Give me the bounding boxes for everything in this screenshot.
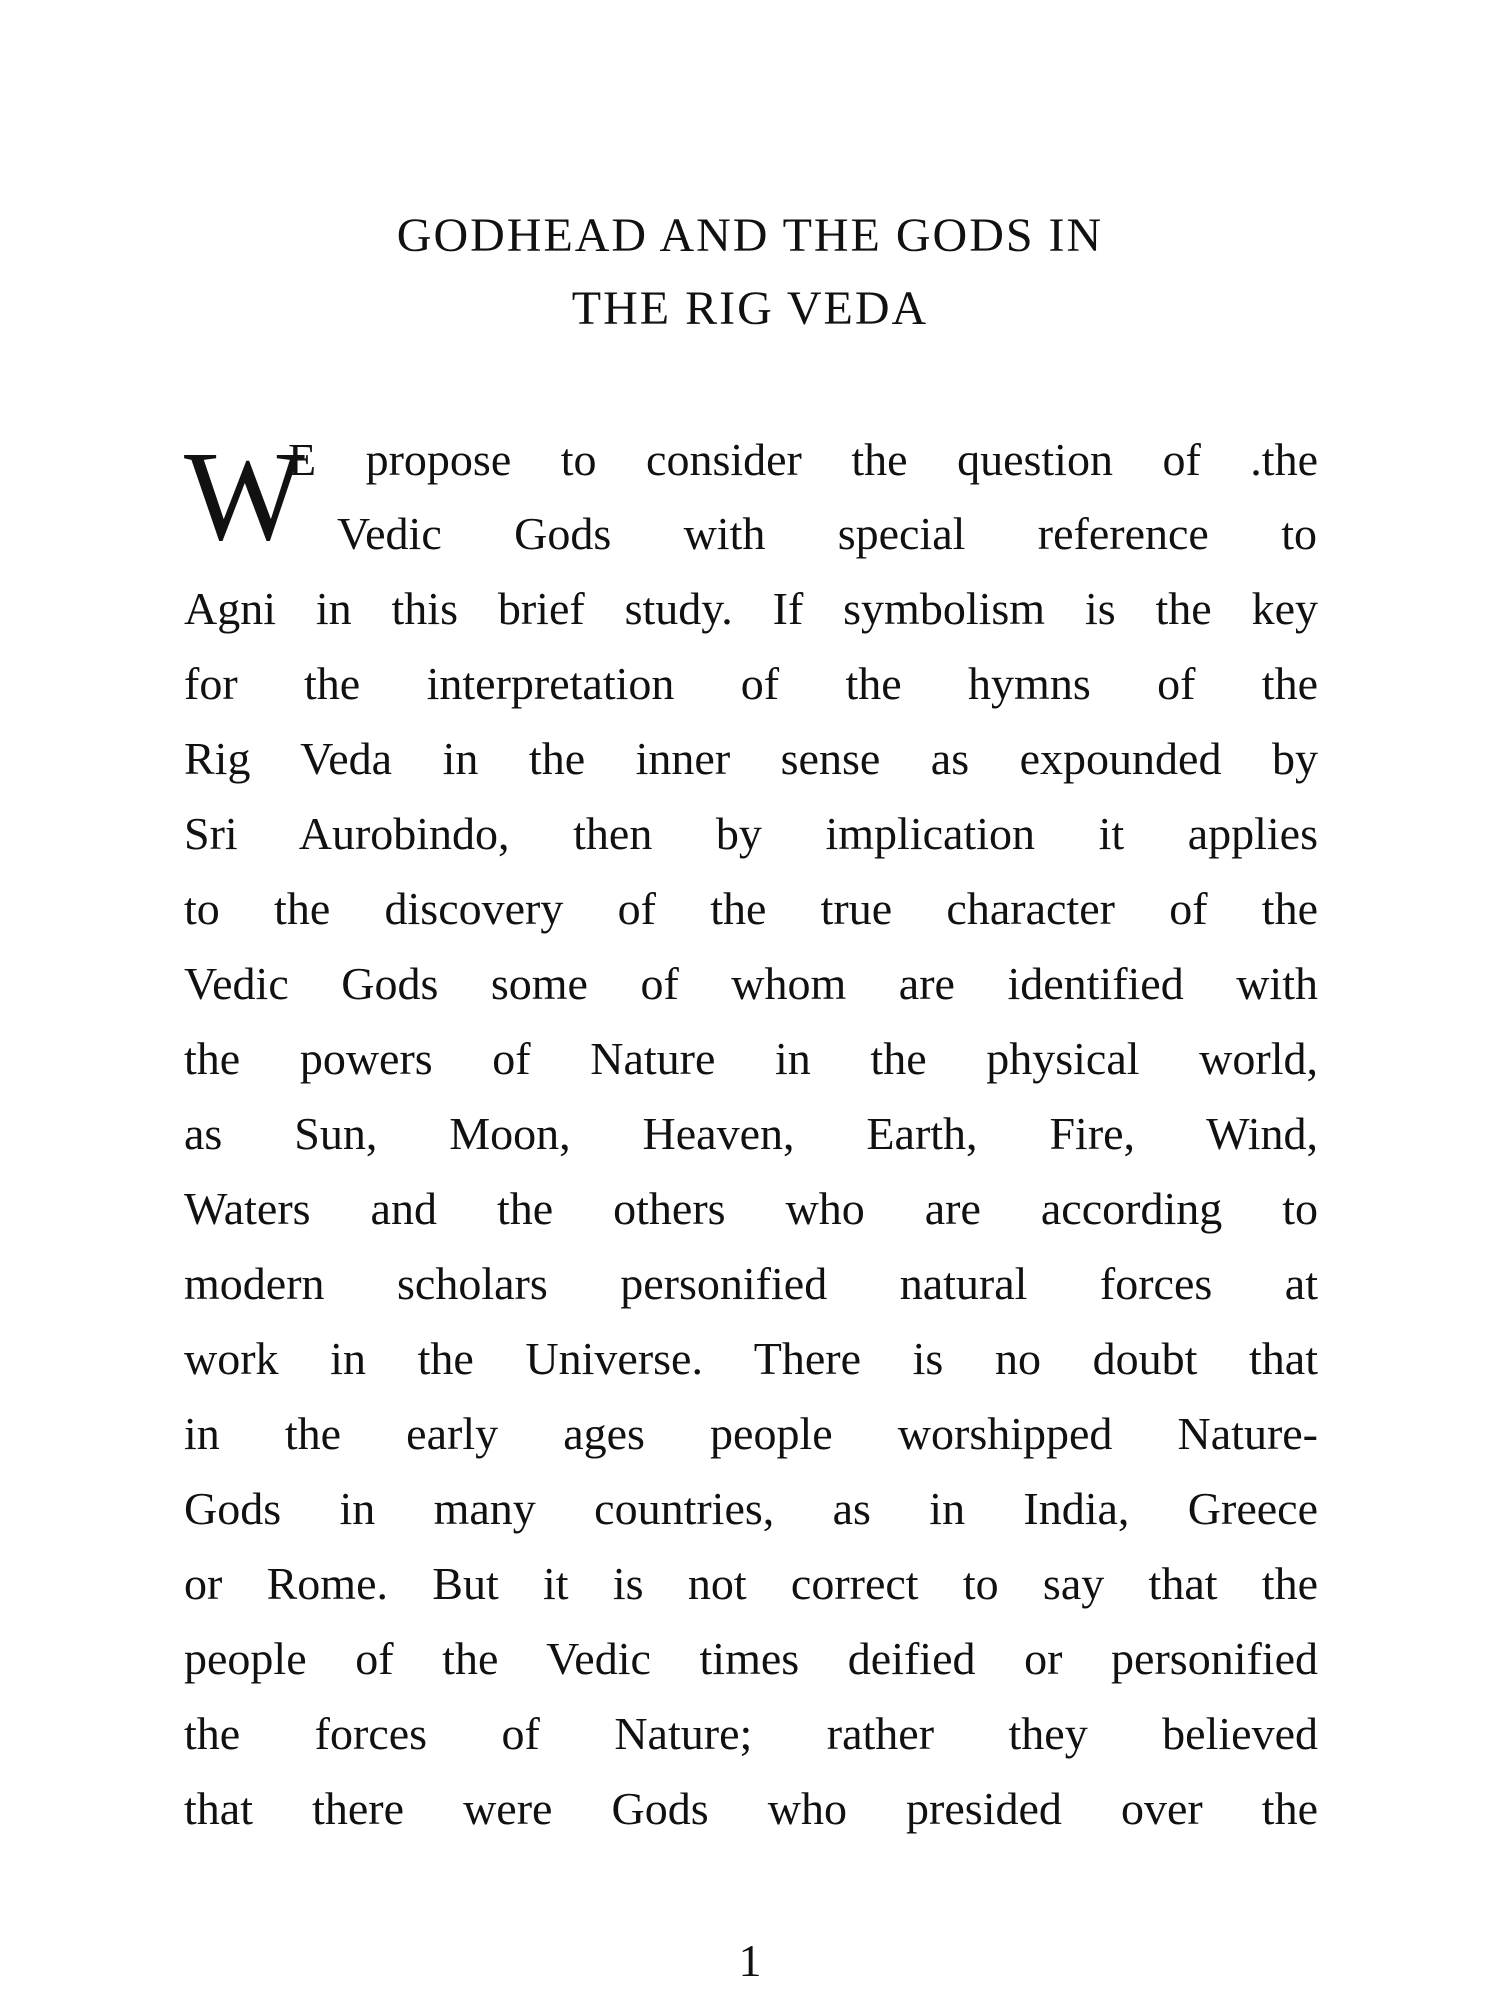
page-number: 1 [738, 1935, 762, 1986]
paragraph-line: Vedic Gods some of whom are identified with [184, 958, 1318, 1009]
paragraph-line: Agni in this brief study. If symbolism is the key [184, 583, 1318, 634]
paragraph-line: Waters and the others who are according to [184, 1183, 1318, 1234]
paragraph-line: Vedic Gods with special reference to [337, 508, 1317, 559]
paragraph-line: people of the Vedic times deified or personified [184, 1633, 1318, 1684]
drop-cap: W [184, 425, 305, 567]
paragraph-line: in the early ages people worshipped Nature- [184, 1408, 1318, 1459]
paragraph-line: work in the Universe. There is no doubt that [184, 1333, 1318, 1384]
paragraph-line: or Rome. But it is not correct to say that the [184, 1558, 1318, 1609]
paragraph-line: Sri Aurobindo, then by implication it applies [184, 808, 1318, 859]
paragraph-line: for the interpretation of the hymns of the [184, 658, 1318, 709]
paragraph-line: the forces of Nature; rather they believed [184, 1708, 1318, 1759]
paragraph-line: to the discovery of the true character of the [184, 883, 1318, 934]
paragraph-line: the powers of Nature in the physical world, [184, 1033, 1318, 1084]
paragraph-line: Rig Veda in the inner sense as expounded by [184, 733, 1318, 784]
chapter-title-line-1: GODHEAD AND THE GODS IN [396, 209, 1104, 262]
paragraph-line: Gods in many countries, as in India, Greece [184, 1483, 1318, 1534]
paragraph-line: modern scholars personified natural forces at [184, 1258, 1318, 1309]
paragraph-first-line: E propose to consider the question of .the [288, 434, 1318, 485]
paragraph-line: as Sun, Moon, Heaven, Earth, Fire, Wind, [184, 1108, 1318, 1159]
chapter-title-line-2: THE RIG VEDA [571, 282, 929, 335]
paragraph-line: that there were Gods who presided over the [184, 1783, 1318, 1834]
